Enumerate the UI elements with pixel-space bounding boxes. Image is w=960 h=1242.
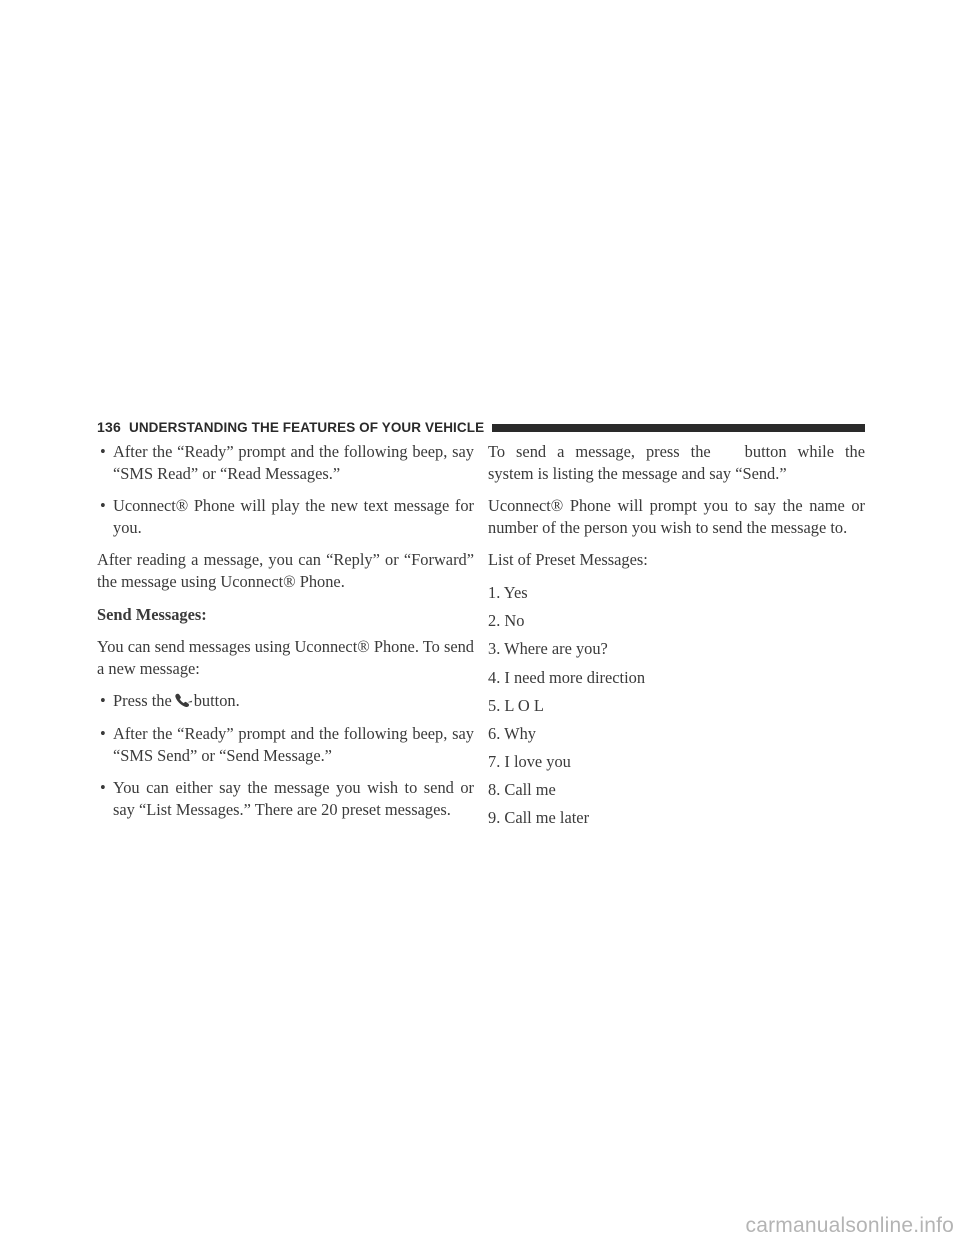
bullet-text: Uconnect® Phone will play the new text message for you.	[113, 496, 474, 537]
preset-list-title: List of Preset Messages:	[488, 550, 648, 570]
bullet-text-before-icon: Press the	[113, 691, 172, 711]
list-item: 6. Why	[488, 723, 536, 743]
bullet-text-after-icon: button.	[193, 691, 240, 711]
text-before-icon: To send a message, press the	[488, 442, 711, 461]
list-item: 1. Yes	[488, 582, 528, 602]
paragraph: Uconnect® Phone will prompt you to say the name or number of the person you wish to send the message to.	[488, 496, 865, 537]
bullet-item	[97, 690, 474, 712]
bullet-item	[97, 441, 474, 484]
list-item: 8. Call me	[488, 780, 556, 800]
bullet-dot: •	[100, 691, 106, 711]
page-number: 136	[97, 419, 121, 435]
list-item: 9. Call me later	[488, 808, 590, 828]
bullet-dot: •	[100, 442, 106, 461]
paragraph	[488, 441, 865, 484]
bullet-item	[97, 495, 474, 538]
paragraph: After reading a message, you can “Reply” or “Forward” the message using Uconnect® Phone.	[97, 550, 474, 591]
text-after-icon: button while the system is listing the message and say “Send.”	[488, 442, 865, 483]
bullet-dot: •	[100, 723, 106, 743]
watermark: carmanualsonline.info	[745, 1214, 954, 1237]
section-title: UNDERSTANDING THE FEATURES OF YOUR VEHICLE	[128, 419, 485, 435]
bullet-dot: •	[100, 778, 106, 798]
bullet-text: After the “Ready” prompt and the following beep, say “SMS Read” or “Read Messages.”	[113, 442, 474, 483]
list-item: 7. I love you	[488, 752, 571, 772]
bullet-item	[97, 723, 474, 766]
phone-icon	[175, 693, 193, 707]
left-column	[97, 441, 474, 831]
list-item: 3. Where are you?	[488, 639, 608, 659]
bullet-text: After the “Ready” prompt and the following beep, say “SMS Send” or “Send Message.”	[113, 723, 474, 765]
page-header	[97, 416, 865, 438]
header-rule	[492, 424, 865, 432]
list-item: 2. No	[488, 611, 525, 631]
bullet-item	[97, 777, 474, 820]
preset-messages-list	[488, 582, 865, 829]
send-messages-heading: Send Messages:	[97, 604, 207, 624]
list-item: 4. I need more direction	[488, 667, 646, 687]
bullet-text: You can either say the message you wish to send or say “List Messages.” There are 20 preset messages.	[113, 778, 474, 819]
paragraph: You can send messages using Uconnect® Phone. To send a new message:	[97, 637, 474, 678]
right-column	[488, 441, 865, 836]
bullet-dot: •	[100, 496, 106, 516]
list-item: 5. L O L	[488, 695, 544, 715]
